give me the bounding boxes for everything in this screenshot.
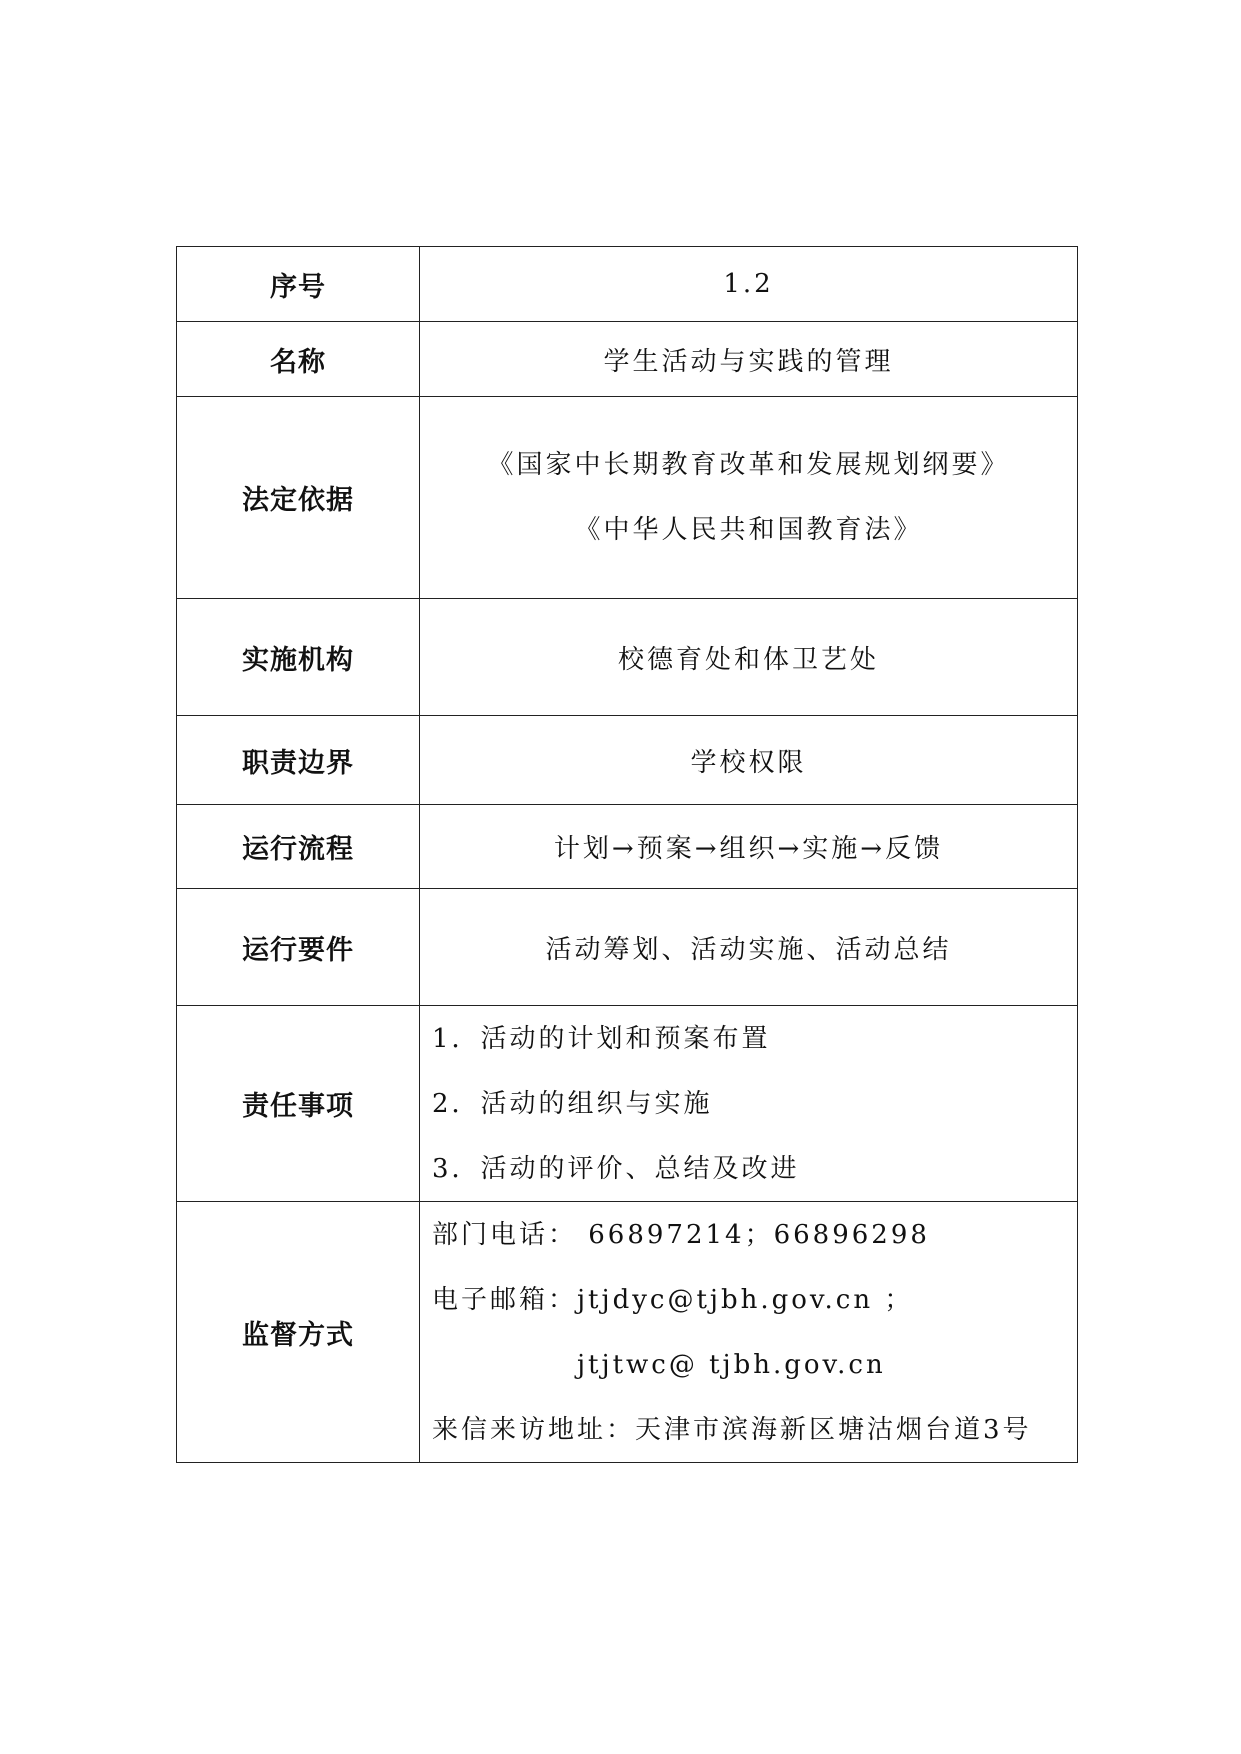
boundary-value: 学校权限 — [420, 716, 1078, 805]
list-item: 1．活动的计划和预案布置 — [432, 1023, 771, 1054]
requirements-value: 活动筹划、活动实施、活动总结 — [420, 889, 1078, 1006]
phone-line: 部门电话： 66897214；66896298 — [432, 1219, 930, 1250]
email-line: 电子邮箱：jtjdyc@tjbh.gov.cn ； — [432, 1284, 914, 1315]
serial-value: 1.2 — [420, 247, 1078, 322]
table-row-requirements — [177, 889, 1078, 1006]
name-value: 学生活动与实践的管理 — [420, 322, 1078, 397]
table-row-serial — [177, 247, 1078, 322]
table-row-supervision — [177, 1202, 1078, 1463]
table-row-responsibilities — [177, 1006, 1078, 1202]
list-item: 2．活动的组织与实施 — [432, 1088, 713, 1119]
table-row-boundary — [177, 716, 1078, 805]
list-item: 3．活动的评价、总结及改进 — [432, 1153, 800, 1184]
table-row-legal-basis — [177, 397, 1078, 599]
process-value: 计划→预案→组织→实施→反馈 — [420, 805, 1078, 889]
table-row-name — [177, 322, 1078, 397]
row-label: 实施机构 — [177, 599, 420, 716]
table-row-process — [177, 805, 1078, 889]
row-label: 运行要件 — [177, 889, 420, 1006]
info-table — [176, 246, 1078, 1463]
row-label: 职责边界 — [177, 716, 420, 805]
legal-basis-value — [420, 397, 1078, 599]
legal-basis-line: 《中华人民共和国教育法》 — [574, 515, 923, 545]
row-label: 监督方式 — [177, 1202, 420, 1463]
table-row-agency — [177, 599, 1078, 716]
email-line-2: jtjtwc@ tjbh.gov.cn — [577, 1349, 886, 1380]
responsibilities-value — [420, 1006, 1078, 1202]
row-label: 序号 — [177, 247, 420, 322]
row-label: 名称 — [177, 322, 420, 397]
row-label: 运行流程 — [177, 805, 420, 889]
address-line: 来信来访地址：天津市滨海新区塘沽烟台道3号 — [432, 1414, 1032, 1445]
agency-value: 校德育处和体卫艺处 — [420, 599, 1078, 716]
supervision-value — [420, 1202, 1078, 1463]
row-label: 责任事项 — [177, 1006, 420, 1202]
row-label: 法定依据 — [177, 397, 420, 599]
legal-basis-line: 《国家中长期教育改革和发展规划纲要》 — [487, 450, 1010, 480]
